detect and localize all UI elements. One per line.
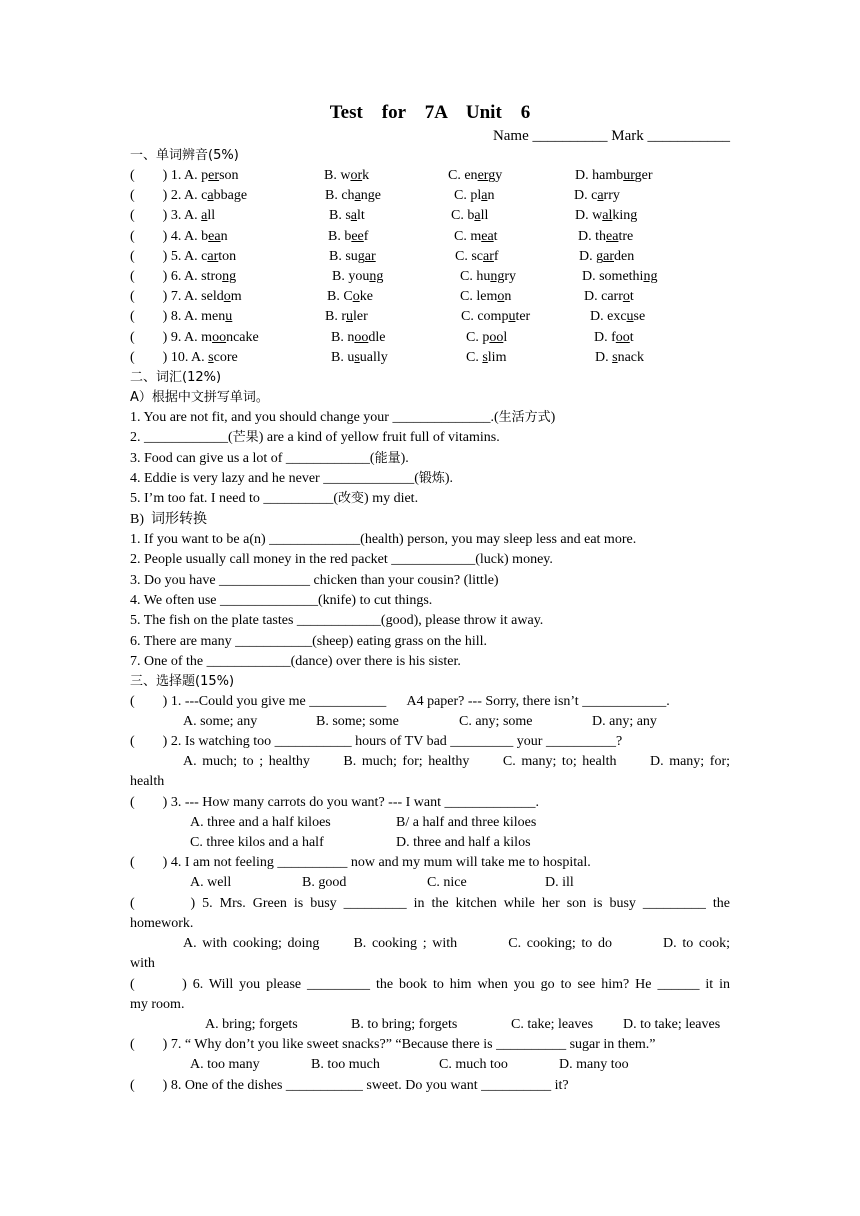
word-part: m [201,329,213,345]
underlined-letters: er [208,168,220,183]
word-part: t [629,329,634,345]
item-text: 2. ____________( [130,430,233,446]
option-a [201,269,236,284]
word-part: B. r [325,309,346,325]
underlined-letters: ng [490,269,505,284]
underlined-letters: oo [615,329,630,345]
mc-option: C. take; leaves [511,1017,594,1032]
phonetics-row-7 [130,287,242,307]
word-form-item-4: 4. We often use ______________(knife) to cut things. [130,592,433,608]
word-part: D. carr [584,289,623,305]
word-part: t [493,228,498,244]
option-a [201,208,215,223]
option-b [329,208,365,223]
word-part: core [213,349,238,365]
mc-question-6-wrap: my room. [130,997,185,1012]
word-part: ncake [226,329,259,345]
word-part: ton [218,248,237,264]
mc-option: D. ill [545,875,574,890]
question-number: ( ) 3. A. [130,208,202,224]
option-b [325,188,381,203]
word-part: B. u [331,349,355,365]
word-part: B. C [327,289,353,305]
word-part: men [201,309,226,325]
mc-question-8: ( ) 8. One of the dishes ___________ sweet. Do you want __________ it? [130,1078,569,1093]
mc-option: B. good [302,875,347,890]
mc-option: A. some; any [183,714,258,729]
word-part: D. w [575,208,603,224]
underlined-letters: ar [207,248,219,264]
option-a [201,168,238,183]
underlined-letters: a [354,188,361,204]
mc-question-5: ( ) 5. Mrs. Green is busy _________ in the kitchen while her son is busy _________ the [130,896,730,911]
phonetics-row-10 [130,348,238,368]
option-c [448,168,502,183]
underlined-letters: oo [354,329,369,345]
underlined-letters: er [477,168,489,183]
option-b-cell [329,206,365,226]
word-part: tre [618,228,634,244]
word-part: king [612,208,638,224]
option-b-cell [324,166,369,186]
word-part: ry [504,269,517,284]
option-c-cell [461,307,530,327]
word-part: stro [201,269,223,284]
option-c-cell [460,287,511,307]
option-d [579,249,634,264]
underlined-letters: ng [222,269,237,284]
option-d [584,289,634,304]
question-number: ( ) 8. A. [130,309,202,325]
underlined-letters: ea [481,228,494,244]
option-a [201,249,236,264]
mc-option: A. well [190,875,232,890]
word-part: n [220,228,228,244]
item-text: ) [550,410,556,425]
underlined-letters: a [481,188,488,204]
section-heading-phonetics: 一、单词辨音(5%) [130,148,239,163]
mc-question-4: ( ) 4. I am not feeling __________ now and my mum will take me to hospital. [130,855,591,870]
word-part: ter [515,309,531,325]
option-c-cell [454,186,494,206]
mc-options-5-wrap: with [130,956,155,971]
option-c-cell [460,267,516,287]
underlined-letters: ea [208,228,221,244]
word-part: D. f [594,329,616,345]
option-a [201,330,259,345]
spelling-item-4 [130,469,730,489]
word-part: nack [617,349,645,365]
option-b [325,309,368,324]
word-part: k [362,168,370,183]
word-part: ler [353,309,368,325]
option-d-cell [594,328,634,348]
word-part: C. comp [461,309,509,325]
word-part: ll [480,208,489,224]
word-part: l [503,329,508,345]
option-c [461,309,530,324]
word-part: D. hamb [575,168,624,183]
option-a [201,289,241,304]
phonetics-row-5 [130,247,236,267]
question-number: ( ) 7. A. [130,289,202,305]
word-part: ger [634,168,653,183]
word-part: B. you [332,269,370,284]
word-part: b [201,228,209,244]
option-c [466,330,507,345]
underlined-letters: ng [369,269,384,284]
option-a [208,350,238,365]
question-number: ( ) 4. A. [130,228,202,244]
item-text: 4. Eddie is very lazy and he never _____________( [130,470,419,486]
option-c-cell [466,348,506,368]
mc-options-5: A. with cooking; doing B. cooking ; with C. cooking; to do D. to cook; [183,936,730,951]
phonetics-row-4 [130,227,228,247]
option-c [454,188,494,203]
spelling-item-5 [130,489,730,509]
underlined-letters: al [602,208,613,224]
word-part: C. hu [460,269,491,284]
word-part: B. s [329,208,351,224]
spelling-item-2 [130,428,730,448]
underlined-letters: a [597,188,604,204]
underlined-letters: o [497,289,505,305]
name-mark-line: Name __________ Mark ___________ [492,128,730,144]
option-a [201,309,232,324]
option-b [331,330,385,345]
option-b-cell [329,247,376,267]
mc-option: C. three kilos and a half [190,835,324,850]
word-part: n [504,289,512,305]
word-part: D. c [574,188,598,204]
word-part: se [633,309,646,325]
word-part: C. pl [454,188,482,204]
underlined-letters: o [223,289,231,305]
subsection-heading-spelling: A）根据中文拼写单词。 [130,390,269,405]
chinese-hint: 改变 [338,491,365,507]
underlined-letters: s [354,349,360,365]
word-part: dle [368,329,386,345]
item-text: 1. You are not fit, and you should change your ______________.( [130,410,499,425]
option-c-cell [451,206,488,226]
mc-option: A. bring; forgets [205,1017,298,1032]
option-b [328,229,368,244]
option-b-cell [325,307,368,327]
mc-option: D. three and half a kilos [396,835,531,850]
word-part: ke [359,289,373,305]
spelling-item-1 [130,408,730,428]
word-part: lim [487,349,507,365]
mc-option: B. some; some [316,714,399,729]
underlined-letters: u [508,309,516,325]
underlined-letters: u [346,309,353,325]
option-d-cell [575,206,637,226]
underlined-letters: a [474,208,481,224]
chinese-hint: 能量 [374,450,401,466]
underlined-letters: o [352,289,360,305]
section-heading-multiple-choice: 三、选择题(15%) [130,674,235,689]
word-part: C. en [448,168,478,183]
option-d-cell [595,348,644,368]
word-part: C. m [454,228,482,244]
word-part: B. n [331,329,355,345]
word-part: son [219,168,239,183]
underlined-letters: s [482,349,488,365]
word-part: bbage [213,188,248,204]
option-b-cell [328,227,368,247]
word-part: m [230,289,242,305]
mc-question-3: ( ) 3. --- How many carrots do you want? --- I want _____________. [130,795,540,810]
option-c [460,289,511,304]
word-part: C. lem [460,289,498,305]
option-b [331,350,388,365]
mc-option: A. three and a half kiloes [190,815,331,830]
phonetics-row-6 [130,267,236,287]
underlined-letters: s [612,349,618,365]
item-text: ). [444,470,454,486]
mc-option: C. nice [427,875,467,890]
mc-option: A. too many [190,1057,260,1072]
word-part: c [201,248,208,264]
word-part: C. [466,349,483,365]
underlined-letters: ur [623,168,635,183]
item-text: 3. Food can give us a lot of ____________( [130,450,375,466]
phonetics-row-3 [130,206,215,226]
word-part: D. [595,349,613,365]
option-b-cell [331,328,385,348]
word-part: ually [359,349,388,365]
word-form-item-5: 5. The fish on the plate tastes ____________(good), please throw it away. [130,613,544,629]
word-form-item-6: 6. There are many ___________(sheep) eating grass on the hill. [130,633,488,649]
section-heading-vocabulary: 二、词汇(12%) [130,370,222,385]
word-part: den [614,248,635,264]
underlined-letters: oo [212,329,227,345]
mc-question-6: ( ) 6. Will you please _________ the book to him when you go to see him? He ______ it in [130,977,730,992]
underlined-letters: a [207,188,214,204]
option-d [578,229,633,244]
word-part: lt [357,208,365,224]
item-text: 5. I’m too fat. I need to __________( [130,491,339,507]
underlined-letters: a [201,208,208,224]
option-d-cell [590,307,645,327]
chinese-hint: 锻炼 [418,470,445,486]
subsection-heading-word-forms: B) 词形转换 [130,512,207,527]
option-c [451,208,488,223]
option-b-cell [332,267,383,287]
word-part: D. th [578,228,606,244]
word-part: C. p [466,329,490,345]
underlined-letters: ar [603,248,615,264]
word-part: c [201,188,208,204]
mc-option: C. much too [439,1057,508,1072]
option-c-cell [466,328,507,348]
word-part: C. sc [455,248,483,264]
word-part: f [363,228,369,244]
option-d-cell [578,227,633,247]
mc-option: D. many too [559,1057,629,1072]
option-d [575,168,653,183]
option-d [595,350,644,365]
question-number: ( ) 6. A. [130,269,202,284]
option-d-cell [575,166,653,186]
word-form-item-3: 3. Do you have _____________ chicken than your cousin? (little) [130,572,499,588]
mc-question-1: ( ) 1. ---Could you give me ___________ A4 paper? --- Sorry, there isn’t ____________. [130,694,670,709]
option-b-cell [327,287,373,307]
option-d [590,309,645,324]
item-text: ) my diet. [364,491,419,507]
word-part: ll [207,208,216,224]
word-part: D. g [579,248,604,264]
phonetics-row-2 [130,186,247,206]
option-b [332,269,383,284]
underlined-letters: a [350,208,358,224]
mc-option: D. any; any [592,714,657,729]
word-part: C. b [451,208,475,224]
option-d-cell [574,186,620,206]
item-text: ). [400,450,409,466]
word-part: p [201,168,209,183]
question-number: ( ) 9. A. [130,329,202,345]
phonetics-row-9 [130,328,259,348]
option-a [201,229,227,244]
option-d [575,208,637,223]
option-b [329,249,376,264]
mc-option: C. any; some [459,714,533,729]
option-d [574,188,620,203]
option-c [460,269,516,284]
question-number: ( ) 10. A. [130,349,209,365]
option-a [201,188,247,203]
underlined-letters: ea [606,228,619,244]
word-part: D. exc [590,309,627,325]
chinese-hint: 芒果 [232,430,259,446]
word-part: f [493,248,499,264]
page-title: Test for 7A Unit 6 [329,102,531,123]
word-part: seld [201,289,224,305]
option-d-cell [584,287,634,307]
option-b-cell [325,186,381,206]
word-form-item-7: 7. One of the ____________(dance) over there is his sister. [130,653,461,669]
word-part: B. sug [329,248,365,264]
word-part: rry [603,188,620,204]
question-number: ( ) 2. A. [130,188,202,204]
word-part: B. ch [325,188,355,204]
option-d [594,330,634,345]
mc-question-2: ( ) 2. Is watching too ___________ hours of TV bad _________ your __________? [130,734,623,749]
option-c [454,229,498,244]
mc-option: B. to bring; forgets [351,1017,458,1032]
word-part: n [487,188,495,204]
word-form-item-2: 2. People usually call money in the red packet ____________(luck) money. [130,552,553,568]
mc-question-5-wrap: homework. [130,916,194,931]
option-b [327,289,373,304]
underlined-letters: oo [489,329,504,345]
underlined-letters: ar [483,248,494,264]
mc-question-7: ( ) 7. “ Why don’t you like sweet snacks?” “Because there is __________ sugar in them.” [130,1037,656,1052]
mc-option: D. to take; leaves [623,1017,721,1032]
underlined-letters: ar [364,248,376,264]
option-c-cell [454,227,498,247]
underlined-letters: s [208,349,214,365]
word-part: D. somethi [582,269,644,284]
option-c-cell [448,166,502,186]
question-number: ( ) 1. A. [130,168,202,183]
option-d [582,269,657,284]
mc-option: B/ a half and three kiloes [396,815,537,830]
word-part: nge [360,188,381,204]
option-d-cell [579,247,634,267]
option-b [324,168,369,183]
mc-option: B. too much [311,1057,380,1072]
word-part: B. b [328,228,352,244]
mc-options-2-wrap: health [130,774,165,789]
option-c [455,249,499,264]
underlined-letters: u [626,309,634,325]
option-c-cell [455,247,499,267]
chinese-hint: 生活方式 [498,410,551,425]
word-part: B. w [324,168,351,183]
underlined-letters: ee [351,228,364,244]
word-part: t [629,289,634,305]
option-c [466,350,506,365]
phonetics-row-1 [130,166,239,186]
underlined-letters: o [622,289,630,305]
option-b-cell [331,348,388,368]
word-form-item-1: 1. If you want to be a(n) _____________(health) person, you may sleep less and eat more. [130,532,637,547]
underlined-letters: or [350,168,363,183]
spelling-item-3 [130,449,730,469]
mc-options-2: A. much; to ; healthy B. much; for; healthy C. many; to; health D. many; for; [183,754,730,769]
phonetics-row-8 [130,307,232,327]
item-text: ) are a kind of yellow fruit full of vitamins. [258,430,500,446]
underlined-letters: ng [643,269,658,284]
question-number: ( ) 5. A. [130,248,202,264]
option-d-cell [582,267,657,287]
underlined-letters: u [225,309,233,325]
word-part: gy [488,168,503,183]
